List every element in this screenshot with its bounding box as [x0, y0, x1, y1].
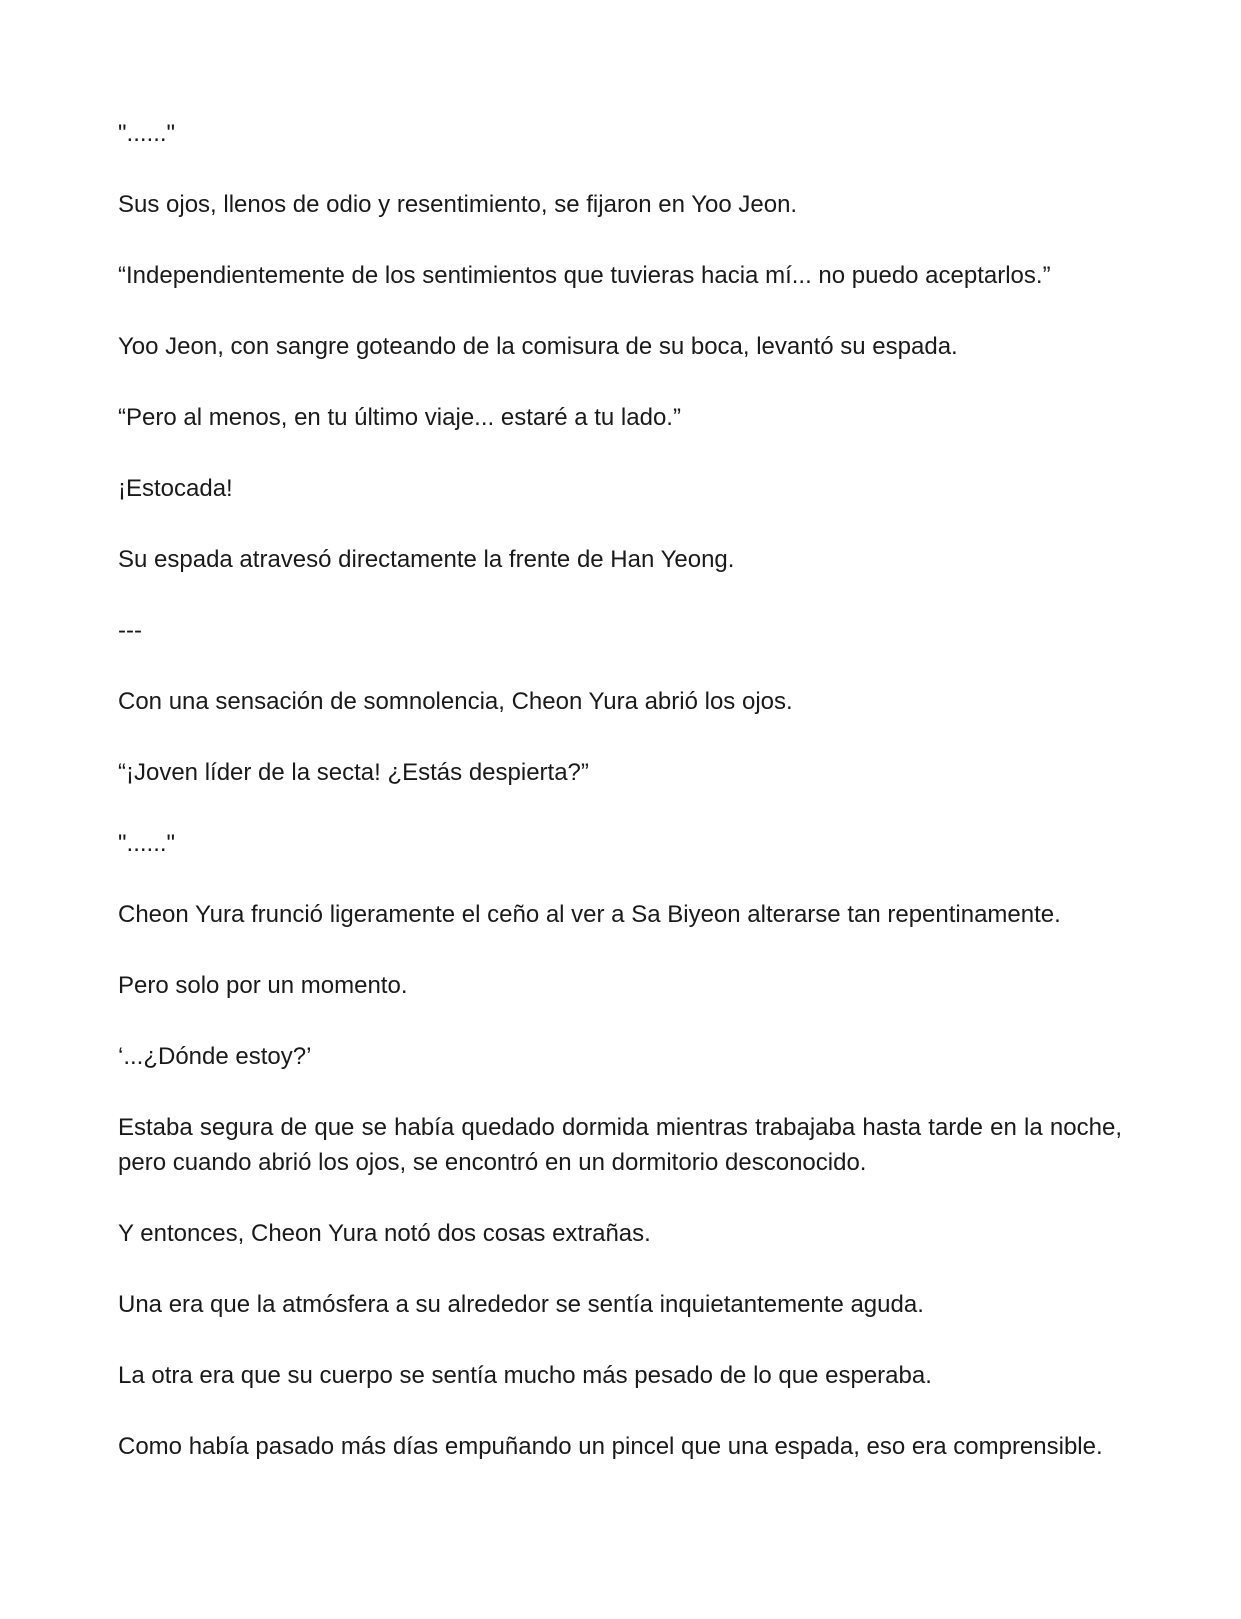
paragraph: "......" — [118, 830, 176, 857]
paragraph: Su espada atravesó directamente la frente de Han Yeong. — [118, 546, 735, 573]
paragraph: "......" — [118, 120, 176, 147]
paragraph: Con una sensación de somnolencia, Cheon Yura abrió los ojos. — [118, 688, 793, 715]
paragraph: ‘...¿Dónde estoy?’ — [118, 1043, 312, 1070]
paragraph: Una era que la atmósfera a su alrededor se sentía inquietantemente aguda. — [118, 1291, 924, 1318]
paragraph: Como había pasado más días empuñando un pincel que una espada, eso era comprensible. — [118, 1433, 1103, 1460]
paragraph: Pero solo por un momento. — [118, 972, 408, 999]
paragraph: Estaba segura de que se había quedado dormida mientras trabajaba hasta tarde en la noche, pero cuando abrió los ojos, se encontró en un dormitorio desconocido. — [118, 1114, 1122, 1176]
paragraph: Sus ojos, llenos de odio y resentimiento, se fijaron en Yoo Jeon. — [118, 191, 798, 218]
paragraph: “Independientemente de los sentimientos que tuvieras hacia mí... no puedo aceptarlos.” — [118, 262, 1051, 289]
paragraph: Cheon Yura frunció ligeramente el ceño al ver a Sa Biyeon alterarse tan repentinamente. — [118, 901, 1061, 928]
paragraph: ¡Estocada! — [118, 475, 233, 502]
paragraph: La otra era que su cuerpo se sentía mucho más pesado de lo que esperaba. — [118, 1362, 932, 1389]
paragraph: Yoo Jeon, con sangre goteando de la comisura de su boca, levantó su espada. — [118, 333, 958, 360]
document-body — [118, 116, 1122, 1464]
paragraph: “Pero al menos, en tu último viaje... estaré a tu lado.” — [118, 404, 681, 431]
paragraph: “¡Joven líder de la secta! ¿Estás despierta?” — [118, 759, 589, 786]
scene-break: --- — [118, 617, 142, 644]
paragraph: Y entonces, Cheon Yura notó dos cosas extrañas. — [118, 1220, 651, 1247]
